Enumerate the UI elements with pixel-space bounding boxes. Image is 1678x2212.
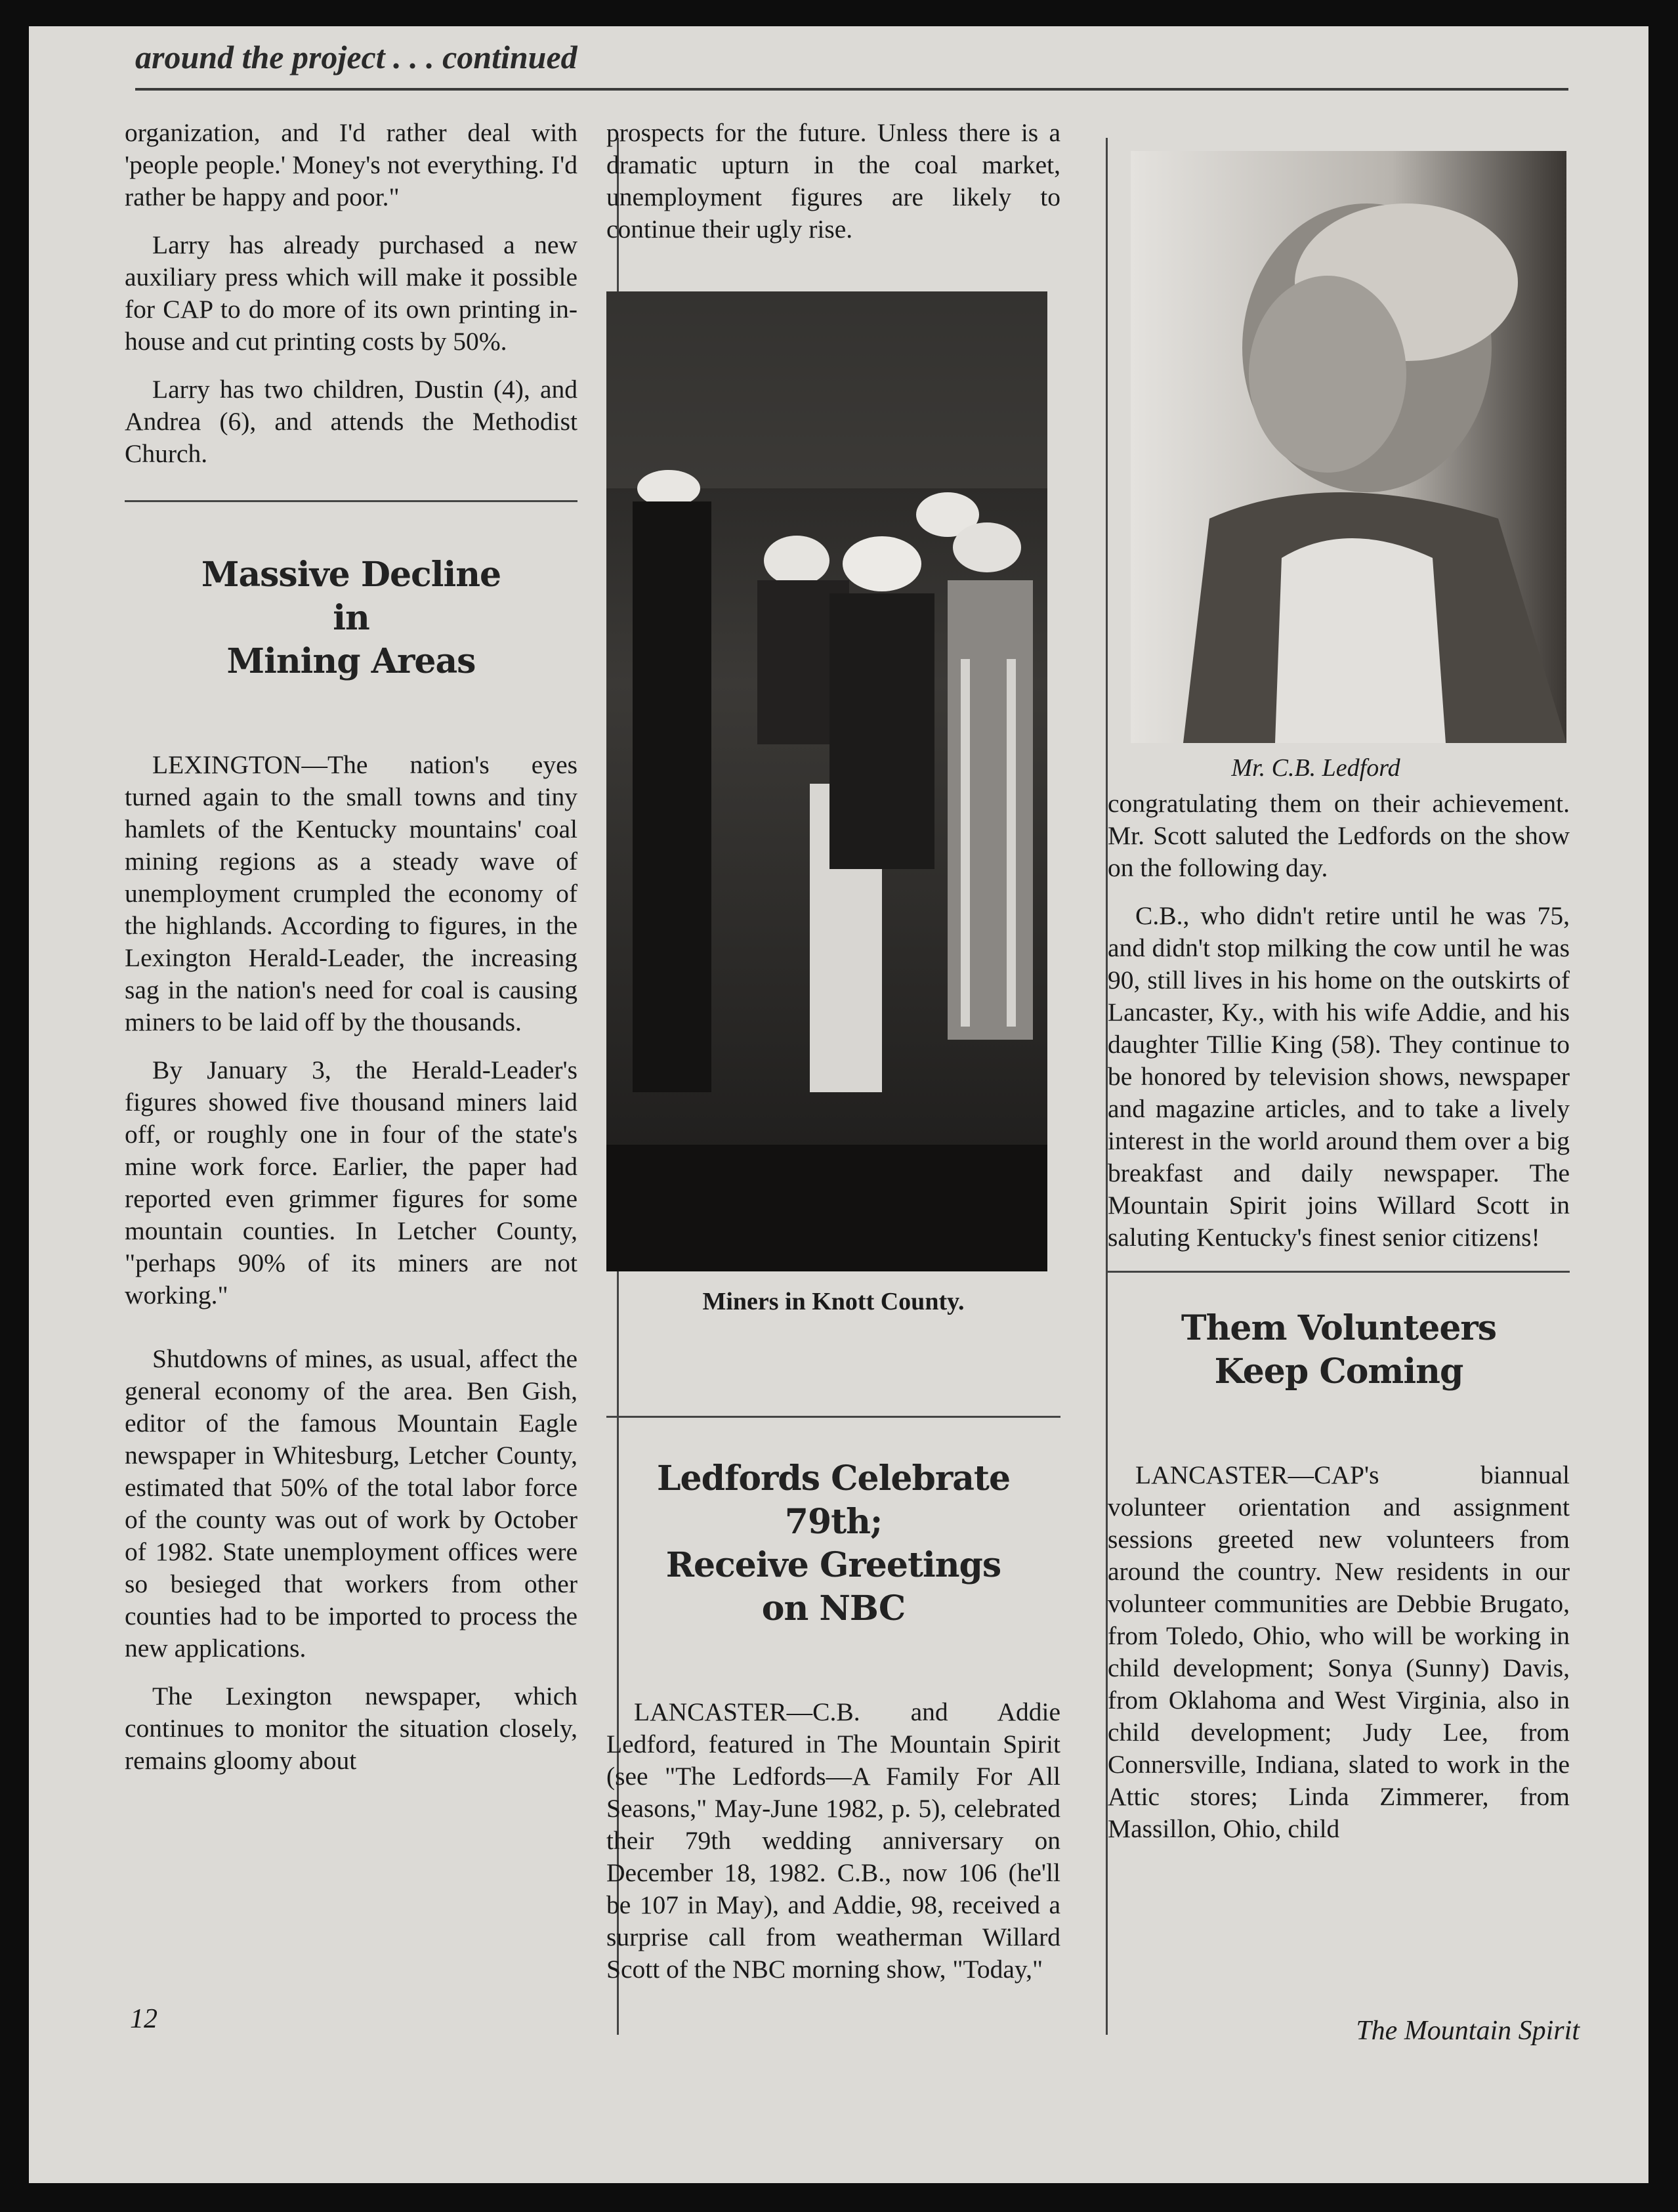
paragraph: C.B., who didn't retire until he was 75, and didn't stop milking the cow until he was 90, still lives in his home on the outskirts of Lancaster, Ky., with his wife Addie, and his daughter Tillie King (58). They continue to be honored by television shows, newspaper and magazine articles, and to take a lively interest in the world around them over a big breakfast and daily newspaper. The Mountain Spirit joins Willard Scott in saluting Kentucky's finest senior citizens!: [1108, 901, 1570, 1252]
paragraph: Larry has already purchased a new auxiliary press which will make it possible for CAP to do more of its own printing in-house and cut printing costs by 50%.: [125, 230, 577, 356]
section-divider: [606, 1416, 1060, 1418]
paragraph: LANCASTER—C.B. and Addie Ledford, featured in The Mountain Spirit (see "The Ledfords—A Family For All Seasons," May-June 1982, p. 5), celebrated their 79th wedding anniversary on December 18, 1982. C.B., now 106 (he'll be 107 in May), and Addie, 98, received a surprise call from weatherman Willard Scott of the NBC morning show, "Today,": [606, 1697, 1060, 1984]
photo-caption-miners: Miners in Knott County.: [702, 1288, 965, 1315]
ledford-photo: [1131, 151, 1566, 743]
headline-volunteers: [1108, 1307, 1570, 1393]
paragraph: By January 3, the Herald-Leader's figures showed five thousand miners laid off, or roughly one in four of the state's mine work force. Earlier, the paper had reported even grimmer figures for some mountain counties. In Letcher County, "perhaps 90% of its miners are not working.": [125, 1055, 577, 1309]
column-2: [606, 117, 1060, 2001]
publication-name: The Mountain Spirit: [1356, 2016, 1580, 2046]
column-1: [125, 117, 577, 1793]
headline-mining: [125, 553, 577, 683]
paragraph: Shutdowns of mines, as usual, affect the general economy of the area. Ben Gish, editor of the famous Mountain Eagle newspaper in Whitesburg, Letcher County, estimated that 50% of the total labor force of the county was out of work by October of 1982. State unemployment offices were so besieged that workers from other counties had to be imported to process the new applications.: [125, 1344, 577, 1663]
paragraph: organization, and I'd rather deal with 'people people.' Money's not everything. I'd rather be happy and poor.": [125, 118, 577, 211]
miners-image: [606, 291, 1047, 1271]
paragraph: Larry has two children, Dustin (4), and Andrea (6), and attends the Methodist Church.: [125, 375, 577, 468]
headline-ledfords: [606, 1457, 1060, 1630]
headline-line: Mining Areas: [226, 641, 476, 681]
section-header: around the project . . . continued: [135, 39, 577, 75]
section-divider: [1108, 1271, 1570, 1273]
header-rule: [135, 88, 1568, 91]
paragraph: LANCASTER—CAP's biannual volunteer orientation and assignment sessions greeted new volunteers from around the country. New residents in our volunteer communities are Debbie Brugato, from Toledo, Ohio, who will be working in child development; Sonya (Sunny) Davis, from Oklahoma and West Virginia, also in child development; Judy Lee, from Connersville, Indiana, slated to work in the Attic stores; Linda Zimmerer, from Massillon, Ohio, child: [1108, 1460, 1570, 1843]
page-number: 12: [130, 2004, 157, 2034]
section-divider: [125, 500, 577, 502]
miners-photo: [606, 291, 1047, 1271]
column-3: [1108, 117, 1570, 1861]
ledford-image: [1131, 151, 1566, 743]
headline-line: in: [333, 598, 369, 638]
headline-line: Ledfords Celebrate 79th;: [656, 1458, 1011, 1542]
headline-line: Massive Decline: [201, 555, 501, 595]
paragraph: LEXINGTON—The nation's eyes turned again to the small towns and tiny hamlets of the Kentucky mountains' coal mining regions as a steady wave of unemployment crumpled the economy of the highlands. According to figures, in the Lexington Herald-Leader, the increasing sag in the nation's need for coal is causing miners to be laid off by the thousands.: [125, 750, 577, 1036]
paragraph: The Lexington newspaper, which continues to monitor the situation closely, remains gloomy about: [125, 1682, 577, 1775]
photo-caption-ledford: Mr. C.B. Ledford: [1231, 754, 1400, 782]
headline-line: Receive Greetings: [665, 1545, 1001, 1585]
paragraph: congratulating them on their achievement. Mr. Scott saluted the Ledfords on the show on the following day.: [1108, 789, 1570, 882]
headline-line: on NBC: [761, 1588, 906, 1628]
headline-line: Them Volunteers: [1181, 1308, 1497, 1348]
paragraph: prospects for the future. Unless there is a dramatic upturn in the coal market, unemployment figures are likely to continue their ugly rise.: [606, 118, 1060, 244]
headline-line: Keep Coming: [1214, 1351, 1463, 1392]
